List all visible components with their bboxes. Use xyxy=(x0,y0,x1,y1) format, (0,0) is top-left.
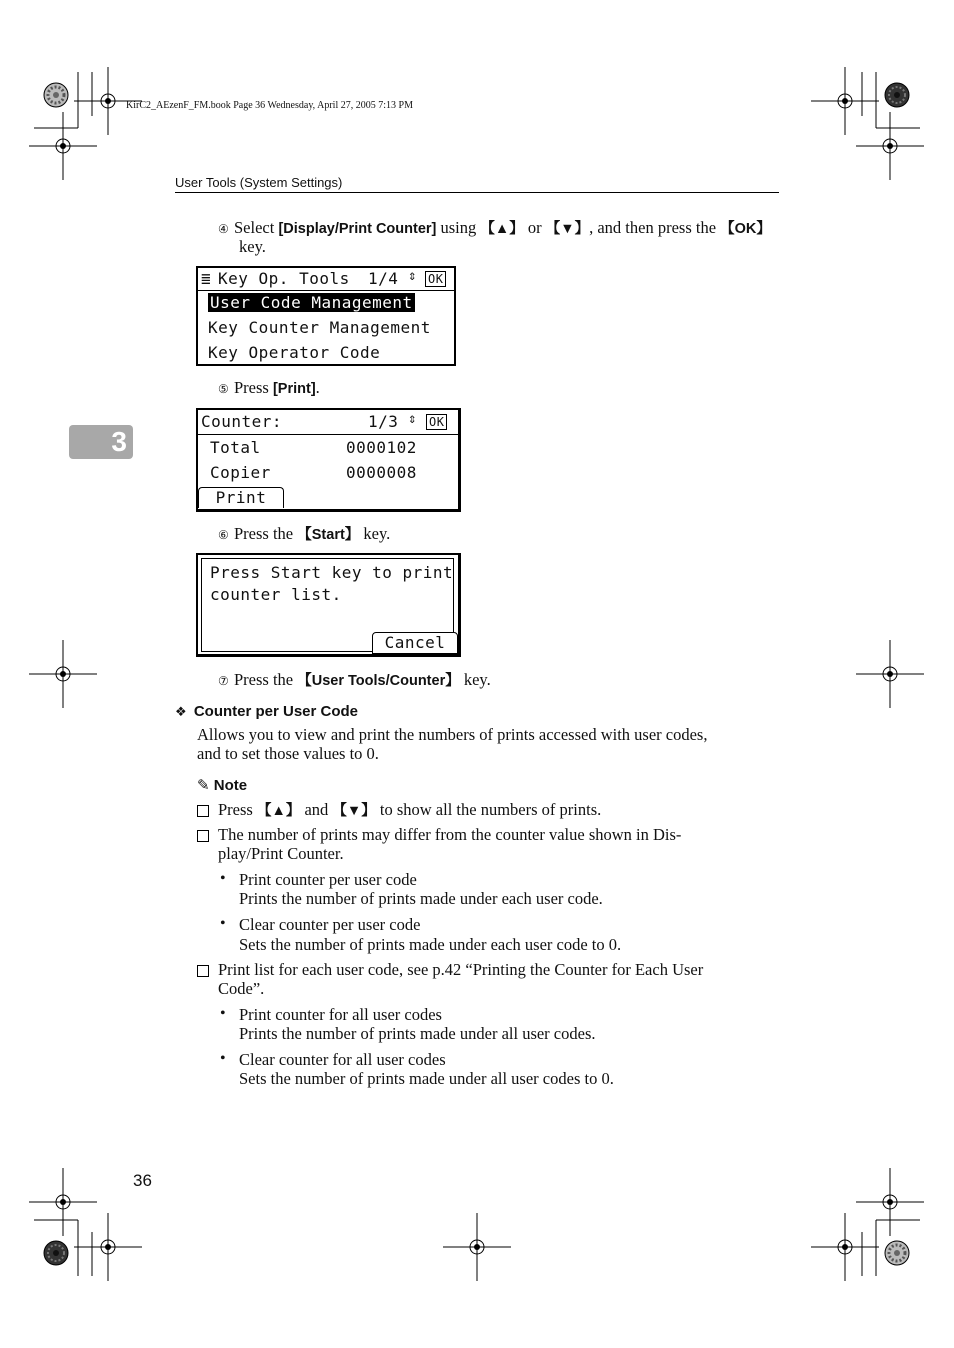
lcd-title: Counter: xyxy=(201,412,283,431)
bullet-title: Clear counter for all user codes xyxy=(239,1050,446,1069)
up-down-icon: ⇕ xyxy=(408,411,417,427)
note-text: to show all the numbers of prints. xyxy=(375,800,602,819)
bullet-desc: Sets the number of prints made under each user code to 0. xyxy=(239,935,622,954)
diamond-bullet-icon: ❖ xyxy=(175,704,187,719)
lcd-message-line-1: Press Start key to print xyxy=(210,563,454,582)
note-text: Press xyxy=(218,800,257,819)
bullet-icon: • xyxy=(220,915,226,932)
step-text: Select xyxy=(234,218,279,237)
step-number: ⑦ xyxy=(218,674,229,688)
key-label: [Print] xyxy=(272,381,316,397)
step-4-cont: key. xyxy=(239,237,266,256)
bullet-desc: Prints the number of prints made under each user code. xyxy=(239,889,603,908)
step-text: key. xyxy=(359,524,391,543)
counter-value-total: 0000102 xyxy=(346,438,417,457)
menu-icon: ≣ xyxy=(201,269,212,288)
step-number: ④ xyxy=(218,222,229,236)
page-number: 36 xyxy=(133,1171,152,1190)
step-text: using xyxy=(436,218,481,237)
note-item-2-line-1: The number of prints may differ from the counter value shown in Dis- xyxy=(218,825,682,844)
key-label: 【▼】 xyxy=(332,803,376,819)
lcd-page: 1/3 xyxy=(368,412,399,431)
counter-label-copier: Copier xyxy=(210,463,271,482)
bullet-icon: • xyxy=(220,1005,226,1022)
pencil-icon: ✎ xyxy=(197,777,210,794)
note-text: and xyxy=(300,800,333,819)
step-text: . xyxy=(315,378,320,397)
key-label: 【▲】 xyxy=(480,221,524,237)
counter-value-copier: 0000008 xyxy=(346,463,417,482)
print-button[interactable]: Print xyxy=(198,487,284,508)
step-text: Press the xyxy=(234,670,298,689)
lcd-item-key-operator-code[interactable]: Key Operator Code xyxy=(208,343,381,362)
book-info: KirC2_AEzenF_FM.book Page 36 Wednesday, April 27, 2005 7:13 PM xyxy=(126,100,413,111)
note-item-2-line-2: play/Print Counter. xyxy=(218,844,344,863)
bullet-desc: Prints the number of prints made under all user codes. xyxy=(239,1024,596,1043)
bullet-icon: • xyxy=(220,1050,226,1067)
key-label: [Display/Print Counter] xyxy=(278,221,437,237)
key-label: 【User Tools/Counter】 xyxy=(297,673,460,689)
bullet-title: Print counter for all user codes xyxy=(239,1005,442,1024)
step-text: , and then press the xyxy=(589,218,721,237)
counter-label-total: Total xyxy=(210,438,261,457)
key-label: 【OK】 xyxy=(720,221,771,237)
chapter-tab: 3 xyxy=(69,425,133,459)
note-item-3-line-2: Code”. xyxy=(218,979,265,998)
step-text: Press xyxy=(234,378,273,397)
running-header: User Tools (System Settings) xyxy=(175,175,343,190)
ok-button[interactable]: OK xyxy=(425,271,446,287)
cancel-button[interactable]: Cancel xyxy=(372,632,458,654)
lcd-message-line-2: counter list. xyxy=(210,585,342,604)
note-title: Note xyxy=(213,777,248,794)
step-text: key. xyxy=(459,670,491,689)
step-number: ⑥ xyxy=(218,528,229,542)
bullet-title: Clear counter per user code xyxy=(239,915,421,934)
key-label: 【▼】 xyxy=(545,221,590,237)
bullet-icon: • xyxy=(220,870,226,887)
step-number: ⑤ xyxy=(218,382,229,396)
step-text: or xyxy=(523,218,546,237)
bullet-title: Print counter per user code xyxy=(239,870,417,889)
bullet-desc: Sets the number of prints made under all user codes to 0. xyxy=(239,1069,614,1088)
key-label: 【Start】 xyxy=(297,527,360,543)
up-down-icon: ⇕ xyxy=(408,268,417,284)
section-text-line-2: and to set those values to 0. xyxy=(197,744,379,763)
lcd-page: 1/4 xyxy=(368,269,399,288)
lcd-item-user-code-management[interactable]: User Code Management xyxy=(210,293,413,312)
key-label: 【▲】 xyxy=(256,803,301,819)
section-text-line-1: Allows you to view and print the numbers of prints accessed with user codes, xyxy=(197,725,708,744)
section-title: Counter per User Code xyxy=(193,703,359,720)
step-text: Press the xyxy=(234,524,298,543)
lcd-item-key-counter-management[interactable]: Key Counter Management xyxy=(208,318,431,337)
note-item-3-line-1: Print list for each user code, see p.42 “Printing the Counter for Each User xyxy=(218,960,704,979)
lcd-title: Key Op. Tools xyxy=(218,269,350,288)
ok-button[interactable]: OK xyxy=(426,414,447,430)
